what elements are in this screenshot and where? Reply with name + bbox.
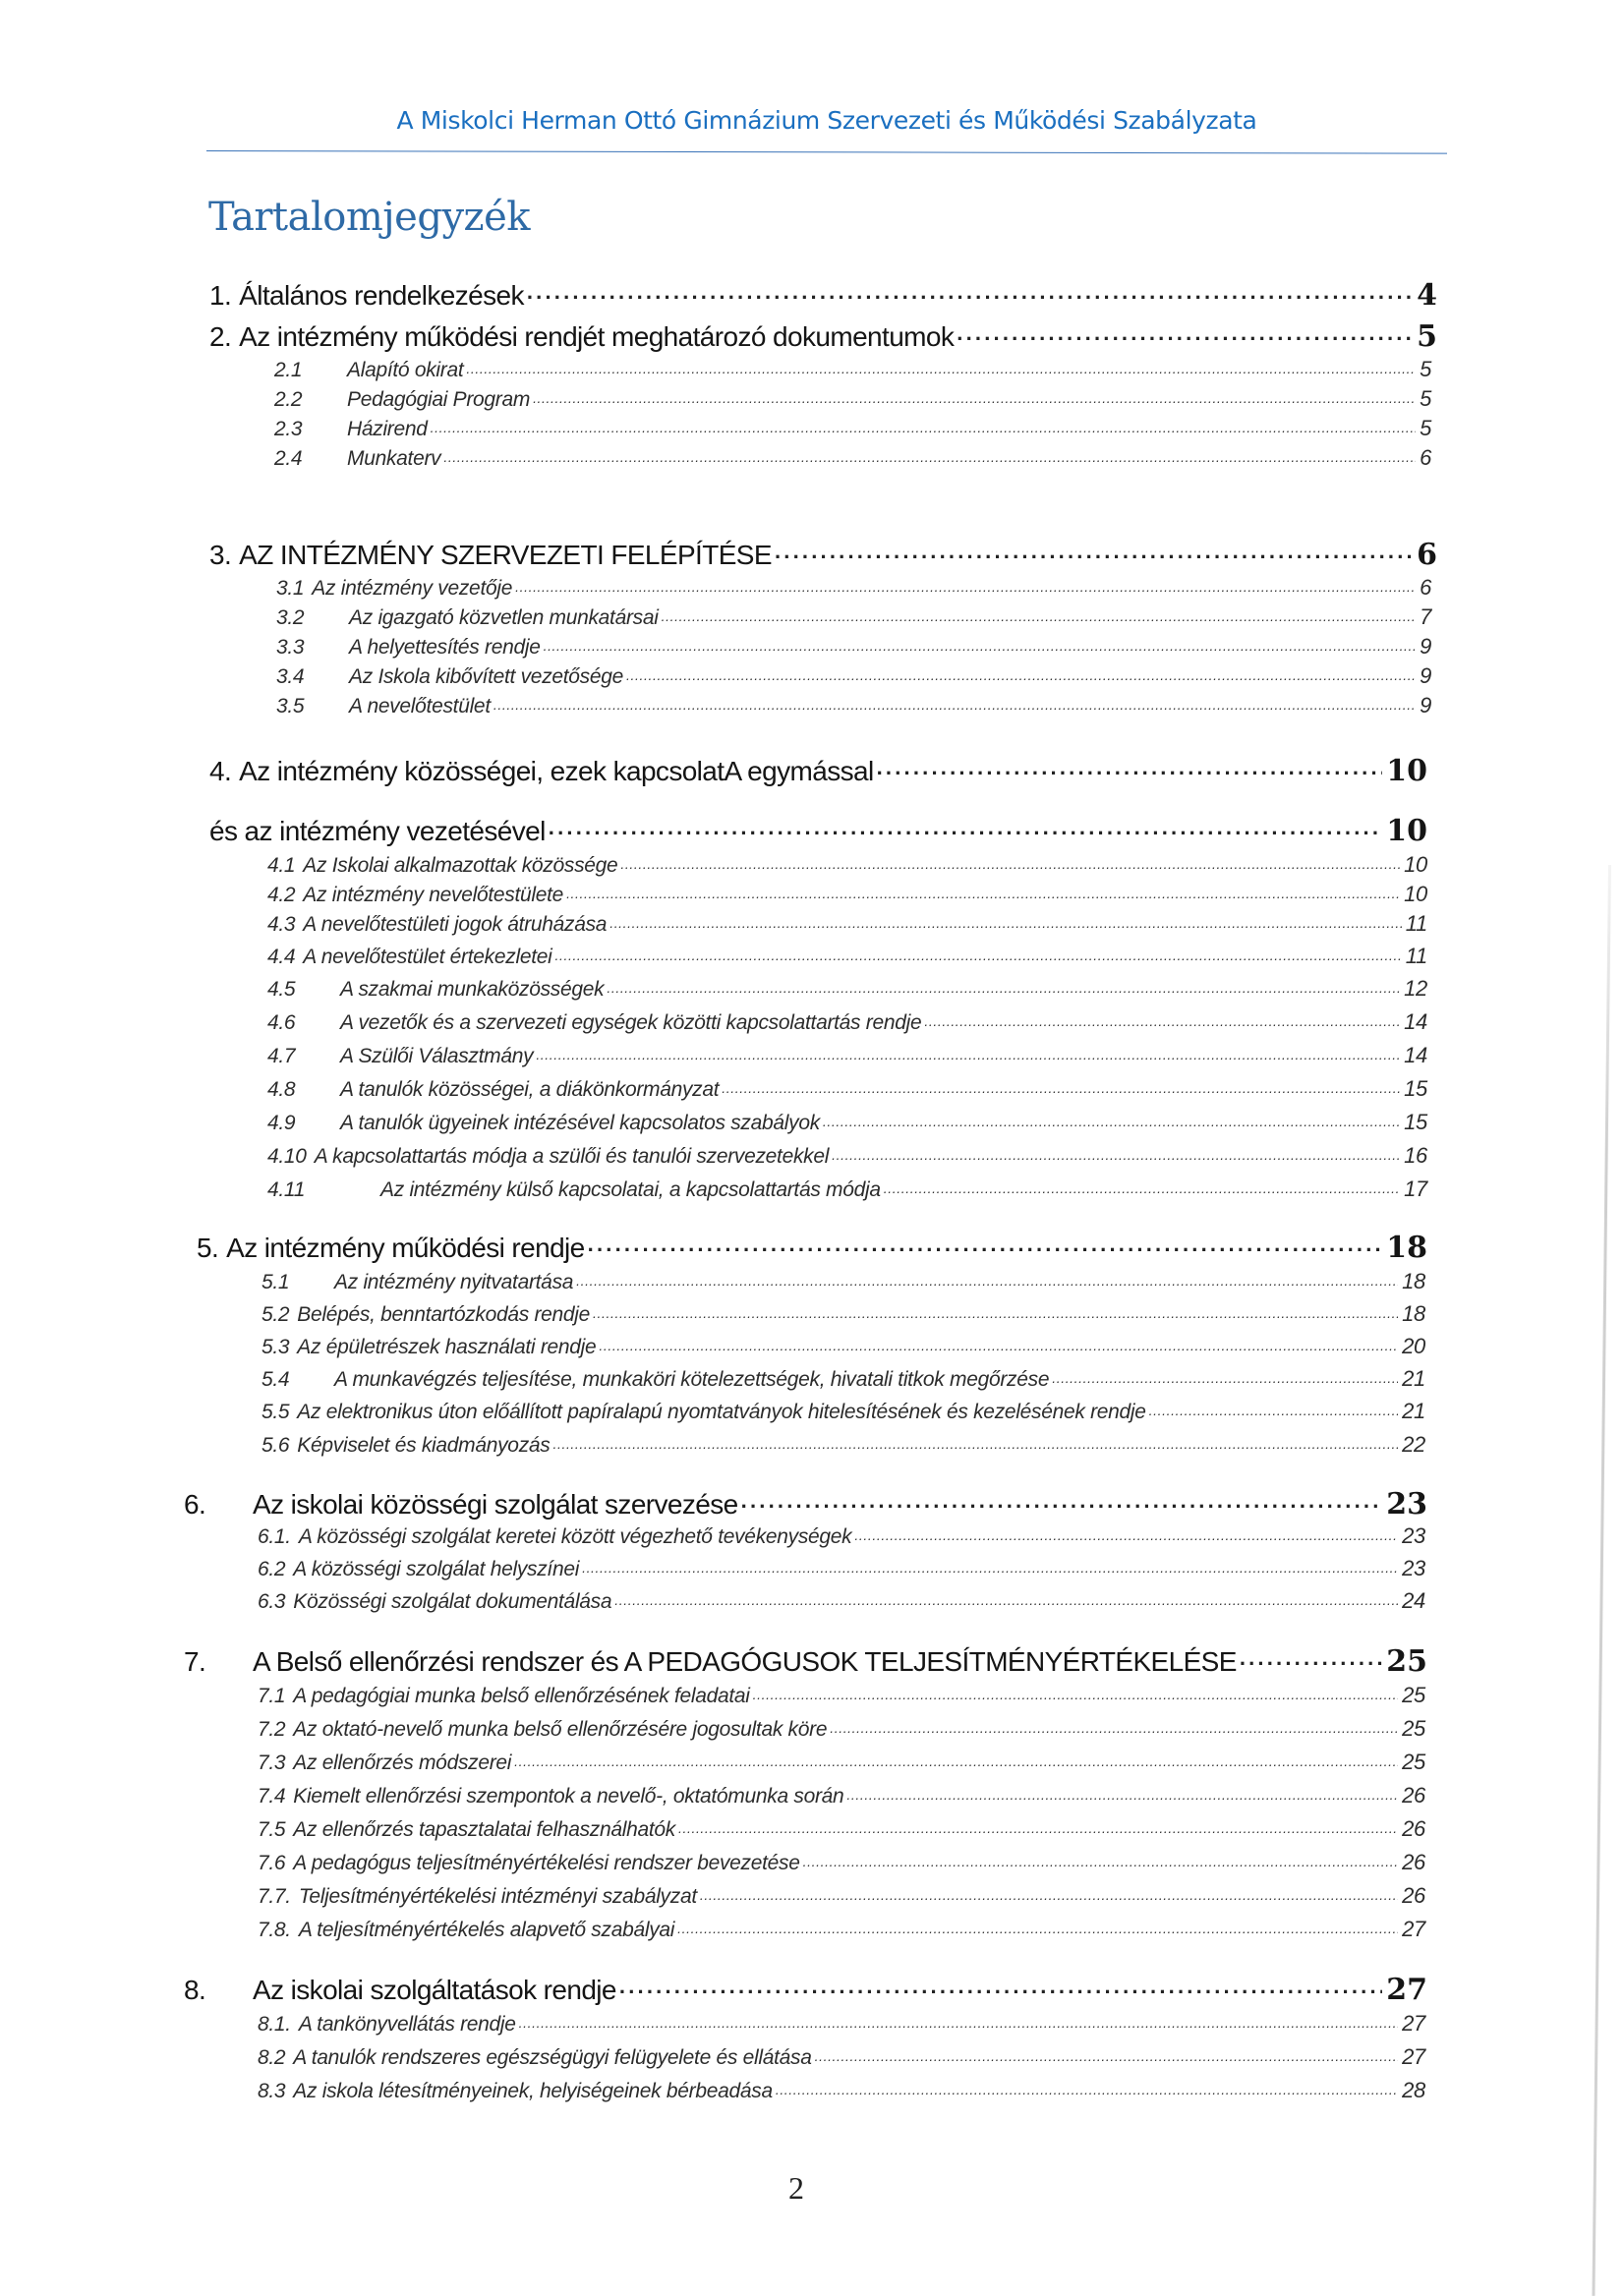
toc-entry-label: Általános rendelkezések: [239, 280, 524, 311]
dot-leader: [803, 1856, 1398, 1869]
toc-entry-number: 2.4: [274, 447, 303, 470]
toc-entry-number: 5.2: [261, 1303, 290, 1326]
toc-entry-section[interactable]: [258, 1523, 1425, 1549]
dot-leader: [775, 543, 1413, 564]
toc-entry-page: 25: [1402, 1716, 1425, 1741]
header-rule: [206, 150, 1447, 154]
toc-entry-page: 26: [1402, 1883, 1425, 1908]
dot-leader: [533, 392, 1416, 406]
toc-entry-page: 11: [1405, 911, 1427, 936]
scan-edge-artifact: [1592, 865, 1611, 2296]
toc-entry-section[interactable]: [276, 604, 1431, 630]
toc-entry-section[interactable]: [276, 575, 1431, 601]
toc-entry-label: A Belső ellenőrzési rendszer és A PEDAGÓGUSOK TELJESÍTMÉNYÉRTÉKELÉSE: [253, 1646, 1237, 1677]
toc-entry-page: 25: [1402, 1750, 1425, 1774]
toc-entry-number: 7.5: [258, 1818, 286, 1841]
dot-leader: [854, 1529, 1398, 1543]
toc-entry-section[interactable]: [258, 1683, 1425, 1708]
toc-entry-label: Az intézmény nyitvatartása: [334, 1271, 574, 1293]
toc-entry-number: 4.8: [267, 1078, 296, 1101]
toc-entry-label: A Szülői Választmány: [340, 1045, 534, 1067]
toc-entry-page: 14: [1404, 1009, 1427, 1034]
toc-entry-number: 8.2: [258, 2046, 286, 2069]
toc-entry-section[interactable]: [274, 416, 1431, 441]
toc-entry-section[interactable]: [267, 1110, 1427, 1135]
toc-entry-number: 6.1.: [258, 1525, 291, 1548]
toc-entry-page: 9: [1420, 663, 1431, 688]
dot-leader: [527, 283, 1413, 305]
toc-entry-section[interactable]: [258, 2078, 1425, 2103]
toc-entry-number: 3.: [209, 540, 232, 570]
toc-entry-page: 22: [1402, 1432, 1425, 1457]
toc-entry-page: 4: [1417, 278, 1437, 313]
toc-entry-section[interactable]: [276, 634, 1431, 660]
toc-entry-section[interactable]: [267, 1009, 1427, 1035]
toc-entry-label: Belépés, benntartózkodás rendje: [297, 1303, 591, 1326]
toc-entry-label: A pedagógiai munka belső ellenőrzésének feladatai: [293, 1685, 750, 1707]
toc-entry-label: Alapító okirat: [347, 359, 464, 381]
toc-entry-label: A pedagógus teljesítményértékelési rendszer bevezetése: [293, 1852, 800, 1874]
toc-entry-chapter[interactable]: [209, 754, 1427, 788]
toc-entry-section[interactable]: [258, 2011, 1425, 2037]
dot-leader: [515, 581, 1416, 595]
dot-leader: [493, 699, 1416, 713]
toc-entry-page: 24: [1402, 1588, 1425, 1613]
toc-entry-chapter[interactable]: [184, 1487, 1427, 1521]
toc-entry-label: Az igazgató közvetlen munkatársai: [349, 606, 659, 629]
toc-entry-number: 7.: [184, 1646, 206, 1677]
toc-entry-number: 5.1: [261, 1271, 290, 1293]
dot-leader: [514, 1755, 1398, 1769]
toc-entry-page: 15: [1404, 1076, 1427, 1101]
toc-entry-page: 16: [1404, 1143, 1427, 1168]
toc-entry-page: 23: [1402, 1523, 1425, 1548]
toc-entry-label: Az intézmény működési rendjét meghatározó dokumentumok: [239, 321, 955, 352]
dot-leader: [1052, 1372, 1398, 1386]
toc-entry-label: Képviselet és kiadmányozás: [297, 1434, 551, 1457]
toc-entry-section[interactable]: [267, 911, 1427, 937]
toc-entry-page: 5: [1420, 416, 1431, 440]
toc-entry-chapter[interactable]: [184, 1644, 1427, 1679]
toc-entry-label: és az intézmény vezetésével: [209, 816, 546, 846]
dot-leader: [582, 1562, 1398, 1576]
toc-entry-number: 3.3: [276, 636, 305, 659]
dot-leader: [1240, 1649, 1382, 1671]
toc-entry-number: 3.1: [276, 577, 305, 600]
toc-entry-page: 14: [1404, 1043, 1427, 1067]
toc-entry-page: 27: [1402, 2011, 1425, 2036]
toc-entry-page: 23: [1386, 1487, 1427, 1521]
toc-entry-number: 3.5: [276, 695, 305, 718]
dot-leader: [884, 1182, 1400, 1196]
dot-leader: [1149, 1405, 1398, 1418]
toc-entry-label: Munkaterv: [347, 447, 441, 470]
toc-entry-section[interactable]: [258, 2044, 1425, 2070]
toc-entry-number: 5.: [197, 1233, 219, 1263]
toc-entry-chapter[interactable]: [209, 278, 1437, 313]
page-number: 2: [788, 2170, 804, 2206]
toc-entry-section[interactable]: [261, 1334, 1425, 1359]
toc-entry-number: 4.3: [267, 913, 296, 936]
toc-entry-section[interactable]: [276, 663, 1431, 689]
dot-leader: [677, 1923, 1398, 1936]
dot-leader: [443, 451, 1416, 465]
toc-entry-number: 1.: [209, 280, 232, 311]
toc-entry-label: Az intézmény vezetője: [312, 577, 513, 600]
toc-entry-label: Pedagógiai Program: [347, 388, 531, 411]
toc-entry-label: A tanulók rendszeres egészségügyi felügyelete és ellátása: [293, 2046, 812, 2069]
toc-entry-page: 27: [1402, 1917, 1425, 1941]
toc-entry-page: 21: [1402, 1366, 1425, 1391]
dot-leader: [576, 1275, 1398, 1289]
dot-leader: [599, 1340, 1398, 1353]
toc-entry-page: 28: [1402, 2078, 1425, 2102]
toc-entry-number: 2.3: [274, 418, 303, 440]
dot-leader: [536, 1049, 1400, 1062]
toc-entry-label: Az Iskola kibővített vezetősége: [349, 665, 624, 688]
toc-entry-number: 4.7: [267, 1045, 296, 1067]
dot-leader: [722, 1082, 1400, 1096]
toc-entry-number: 6.: [184, 1489, 206, 1520]
toc-entry-label: Az intézmény közösségei, ezek kapcsolatA egymással: [239, 756, 874, 786]
toc-entry-number: 8.3: [258, 2080, 286, 2102]
toc-entry-page: 12: [1404, 976, 1427, 1001]
toc-entry-label: A teljesítményértékelés alapvető szabályai: [298, 1919, 675, 1941]
dot-leader: [678, 1822, 1398, 1836]
toc-entry-label: Az elektronikus úton előállított papíralapú nyomtatványok hitelesítésének és kezelésének rendje: [297, 1401, 1146, 1423]
toc-entry-section[interactable]: [267, 882, 1427, 907]
toc-entry-page: 21: [1402, 1399, 1425, 1423]
toc-entry-chapter[interactable]: [209, 538, 1437, 572]
dot-leader: [431, 422, 1416, 435]
toc-entry-chapter[interactable]: [209, 814, 1427, 848]
toc-entry-section[interactable]: [258, 1883, 1425, 1909]
toc-entry-page: 26: [1402, 1850, 1425, 1874]
toc-entry-section[interactable]: [267, 852, 1427, 878]
toc-entry-label: A munkavégzés teljesítése, munkaköri kötelezettségek, hivatali titkok megőrzése: [334, 1368, 1050, 1391]
toc-entry-number: 7.8.: [258, 1919, 291, 1941]
dot-leader: [662, 610, 1416, 624]
toc-entry-section[interactable]: [261, 1269, 1425, 1294]
toc-entry-page: 5: [1420, 357, 1431, 381]
toc-entry-page: 27: [1386, 1973, 1427, 2007]
dot-leader: [588, 1235, 1383, 1257]
toc-entry-label: Házirend: [347, 418, 428, 440]
dot-leader: [846, 1789, 1398, 1803]
toc-entry-label: A szakmai munkaközösségek: [340, 978, 605, 1001]
toc-entry-page: 10: [1386, 814, 1427, 848]
toc-entry-number: 4.6: [267, 1011, 296, 1034]
dot-leader: [620, 858, 1400, 872]
toc-entry-section[interactable]: [274, 357, 1431, 382]
toc-entry-label: Kiemelt ellenőrzési szempontok a nevelő-, oktatómunka során: [293, 1785, 844, 1808]
toc-entry-number: 4.11: [267, 1178, 306, 1201]
toc-entry-page: 5: [1420, 386, 1431, 411]
toc-entry-number: 5.6: [261, 1434, 290, 1457]
toc-entry-section[interactable]: [267, 976, 1427, 1002]
toc-entry-label: Teljesítményértékelési intézményi szabályzat: [298, 1885, 697, 1908]
toc-entry-label: A tanulók ügyeinek intézésével kapcsolatos szabályok: [340, 1112, 820, 1134]
toc-entry-number: 5.5: [261, 1401, 290, 1423]
toc-entry-section[interactable]: [258, 1850, 1425, 1875]
toc-entry-number: 7.3: [258, 1751, 286, 1774]
toc-entry-label: Az ellenőrzés módszerei: [293, 1751, 512, 1774]
toc-entry-section[interactable]: [267, 1076, 1427, 1102]
dot-leader: [830, 1722, 1398, 1736]
toc-entry-label: Az intézmény nevelőtestülete: [303, 884, 564, 906]
toc-entry-number: 2.1: [274, 359, 303, 381]
toc-entry-section[interactable]: [267, 944, 1427, 969]
dot-leader: [700, 1889, 1398, 1903]
dot-leader: [877, 759, 1383, 780]
toc-entry-label: A kapcsolattartás módja a szülői és tanulói szervezetekkel: [314, 1145, 830, 1168]
toc-entry-page: 18: [1402, 1269, 1425, 1293]
toc-entry-page: 23: [1402, 1556, 1425, 1580]
toc-entry-page: 10: [1404, 882, 1427, 906]
toc-entry-section[interactable]: [258, 1716, 1425, 1742]
toc-entry-section[interactable]: [258, 1588, 1425, 1614]
dot-leader: [554, 949, 1401, 963]
toc-entry-section[interactable]: [258, 1783, 1425, 1808]
toc-entry-label: Az iskolai szolgáltatások rendje: [253, 1975, 616, 2005]
toc-entry-label: A közösségi szolgálat keretei között végezhető tevékenységek: [298, 1525, 852, 1548]
dot-leader: [957, 324, 1413, 346]
toc-entry-page: 6: [1420, 445, 1431, 470]
toc-entry-page: 20: [1402, 1334, 1425, 1358]
toc-entry-number: 4.: [209, 756, 232, 786]
toc-entry-page: 18: [1402, 1301, 1425, 1326]
toc-entry-label: A tanulók közösségei, a diákönkormányzat: [340, 1078, 720, 1101]
toc-entry-section[interactable]: [267, 1143, 1427, 1169]
toc-entry-page: 9: [1420, 634, 1431, 659]
toc-entry-label: A közösségi szolgálat helyszínei: [293, 1558, 580, 1580]
toc-entry-number: 4.1: [267, 854, 296, 877]
toc-entry-number: 6.2: [258, 1558, 286, 1580]
dot-leader: [566, 888, 1400, 901]
toc-entry-number: 5.3: [261, 1336, 290, 1358]
toc-entry-page: 9: [1420, 693, 1431, 718]
toc-entry-number: 4.9: [267, 1112, 296, 1134]
toc-entry-page: 6: [1420, 575, 1431, 600]
toc-entry-section[interactable]: [261, 1301, 1425, 1327]
toc-entry-label: Az épületrészek használati rendje: [297, 1336, 597, 1358]
toc-entry-label: A helyettesítés rendje: [349, 636, 541, 659]
dot-leader: [552, 1438, 1398, 1452]
toc-entry-number: 2.2: [274, 388, 303, 411]
toc-entry-number: 7.6: [258, 1852, 286, 1874]
dot-leader: [741, 1492, 1383, 1514]
toc-entry-number: 7.2: [258, 1718, 286, 1741]
dot-leader: [626, 669, 1416, 683]
toc-entry-section[interactable]: [276, 693, 1431, 718]
toc-entry-page: 27: [1402, 2044, 1425, 2069]
toc-entry-label: Az intézmény külső kapcsolatai, a kapcsolattartás módja: [380, 1178, 881, 1201]
toc-entry-number: 5.4: [261, 1368, 290, 1391]
toc-entry-number: 7.4: [258, 1785, 286, 1808]
toc-entry-page: 5: [1417, 319, 1437, 354]
toc-entry-number: 3.4: [276, 665, 305, 688]
toc-entry-number: 7.1: [258, 1685, 286, 1707]
toc-entry-chapter[interactable]: [184, 1973, 1427, 2007]
dot-leader: [776, 2084, 1398, 2097]
toc-entry-number: 4.2: [267, 884, 296, 906]
toc-entry-label: Az iskola létesítményeinek, helyiségeinek bérbeadása: [293, 2080, 773, 2102]
toc-entry-section[interactable]: [258, 1556, 1425, 1581]
toc-entry-number: 3.2: [276, 606, 305, 629]
toc-entry-label: Az iskolai közösségi szolgálat szervezése: [253, 1489, 738, 1520]
toc-entry-chapter[interactable]: [209, 319, 1437, 354]
toc-entry-page: 25: [1402, 1683, 1425, 1707]
dot-leader: [619, 1978, 1382, 1999]
toc-entry-page: 10: [1386, 754, 1427, 788]
toc-entry-label: AZ INTÉZMÉNY SZERVEZETI FELÉPÍTÉSE: [239, 540, 772, 570]
toc-entry-label: Az intézmény működési rendje: [226, 1233, 585, 1263]
dot-leader: [544, 640, 1416, 654]
toc-entry-label: A tankönyvellátás rendje: [298, 2013, 516, 2036]
dot-leader: [823, 1116, 1400, 1129]
toc-entry-label: A vezetők és a szervezeti egységek közötti kapcsolattartás rendje: [340, 1011, 922, 1034]
dot-leader: [614, 1594, 1398, 1608]
toc-entry-page: 26: [1402, 1783, 1425, 1808]
toc-entry-section[interactable]: [274, 386, 1431, 412]
toc-entry-number: 8.1.: [258, 2013, 291, 2036]
toc-entry-label: Az Iskolai alkalmazottak közössége: [303, 854, 618, 877]
toc-entry-section[interactable]: [267, 1177, 1427, 1202]
toc-entry-page: 17: [1404, 1177, 1427, 1201]
dot-leader: [924, 1015, 1400, 1029]
toc-title: Tartalomjegyzék: [208, 195, 531, 240]
toc-entry-section[interactable]: [261, 1432, 1425, 1458]
toc-entry-label: A nevelőtestület: [349, 695, 491, 718]
dot-leader: [832, 1149, 1400, 1163]
dot-leader: [549, 819, 1382, 840]
dot-leader: [815, 2050, 1399, 2064]
toc-entry-page: 15: [1404, 1110, 1427, 1134]
toc-entry-page: 18: [1386, 1231, 1427, 1265]
toc-entry-number: 2.: [209, 321, 232, 352]
toc-entry-number: 4.5: [267, 978, 296, 1001]
toc-entry-label: Az ellenőrzés tapasztalatai felhasználhatók: [293, 1818, 675, 1841]
toc-entry-number: 4.4: [267, 946, 296, 968]
toc-entry-page: 6: [1417, 538, 1437, 572]
running-header: A Miskolci Herman Ottó Gimnázium Szervezeti és Működési Szabályzata: [396, 106, 1257, 135]
toc-entry-section[interactable]: [267, 1043, 1427, 1068]
toc-entry-page: 7: [1420, 604, 1431, 629]
toc-entry-number: 4.10: [267, 1145, 307, 1168]
toc-entry-label: Az oktató-nevelő munka belső ellenőrzésére jogosultak köre: [293, 1718, 828, 1741]
dot-leader: [609, 917, 1402, 931]
toc-entry-label: A nevelőtestület értekezletei: [303, 946, 552, 968]
dot-leader: [466, 363, 1416, 376]
toc-entry-label: A nevelőtestületi jogok átruházása: [303, 913, 608, 936]
dot-leader: [753, 1689, 1398, 1702]
dot-leader: [519, 2017, 1398, 2031]
toc-entry-section[interactable]: [258, 1750, 1425, 1775]
toc-entry-page: 10: [1404, 852, 1427, 877]
toc-entry-number: 8.: [184, 1975, 206, 2005]
toc-entry-label: Közösségi szolgálat dokumentálása: [293, 1590, 612, 1613]
toc-entry-page: 25: [1386, 1644, 1427, 1679]
toc-entry-number: 7.7.: [258, 1885, 291, 1908]
toc-entry-number: 6.3: [258, 1590, 286, 1613]
toc-entry-section[interactable]: [274, 445, 1431, 471]
dot-leader: [607, 982, 1400, 996]
toc-entry-page: 11: [1405, 944, 1427, 968]
toc-entry-section[interactable]: [258, 1917, 1425, 1942]
toc-entry-chapter[interactable]: [197, 1231, 1427, 1265]
toc-entry-page: 26: [1402, 1816, 1425, 1841]
dot-leader: [593, 1307, 1398, 1321]
toc-entry-section[interactable]: [258, 1816, 1425, 1842]
toc-entry-section[interactable]: [261, 1366, 1425, 1392]
toc-entry-section[interactable]: [261, 1399, 1425, 1424]
